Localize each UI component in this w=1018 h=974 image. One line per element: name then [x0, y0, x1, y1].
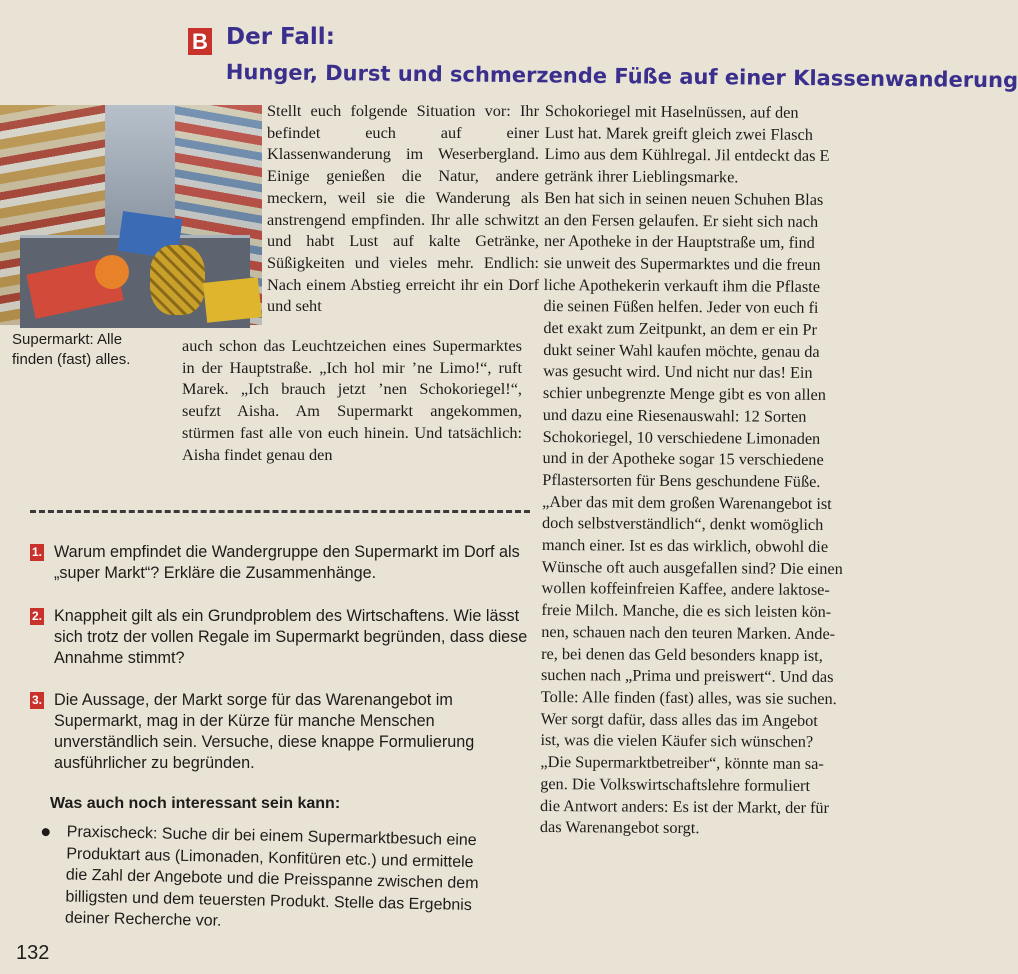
- story-line: suchen nach „Prima und preiswert“. Und das: [540, 665, 834, 687]
- story-line: det exakt zum Zeitpunkt, an dem er ein Pr: [543, 318, 818, 339]
- story-line: doch selbstverständlich“, denkt womöglich: [541, 513, 824, 535]
- story-text-column-b: auch schon das Leuchtzeichen eines Supermarktes in der Hauptstraße. „Ich hol mir ’ne Limo!“, ruft Marek. „Ich brauch jetzt ’nen Schokoriegel!“, seufzt Aisha. Am Supermarkt angekommen, stürmen fast alle von euch hinein. Und tatsächlich: Aisha findet genau den: [182, 336, 522, 464]
- photo-caption-line: finden (fast) alles.: [12, 351, 131, 368]
- story-line: „Aber das mit dem großen Warenangebot ist: [542, 491, 832, 513]
- story-line: Limo aus dem Kühlregal. Jil entdeckt das E: [544, 144, 830, 166]
- photo-pineapple: [150, 245, 205, 315]
- task-number: 2.: [31, 609, 42, 623]
- story-line: und in der Apotheke sogar 15 verschiedene: [542, 448, 824, 470]
- story-line: was gesucht wird. Und nicht nur das! Ein: [543, 361, 813, 383]
- story-line: Wer sorgt dafür, dass alles das im Angebot: [540, 708, 818, 730]
- story-line: Tolle: Alle finden (fast) alles, was sie suchen.: [540, 686, 837, 709]
- extra-heading: Was auch noch interessant sein kann:: [50, 795, 341, 812]
- photo-caption-line: Supermarkt: Alle: [12, 331, 123, 348]
- story-line: schier unbegrenzte Menge gibt es von allen: [542, 383, 827, 405]
- extra-item-text: Praxischeck: Suche dir bei einem Supermarktbesuch eine Produktart aus (Limonaden, Konfitüren etc.) und ermittele die Zahl der Angebote und die Preisspanne zwischen dem billigsten und dem teuersten Produkt. Stelle das Ergebnis deiner Recherche vor.: [64, 823, 479, 930]
- story-line: getränk ihrer Lieblingsmarke.: [544, 166, 739, 187]
- story-line: Wünsche oft auch ausgefallen sind? Die einen: [541, 556, 843, 578]
- story-line: freie Milch. Manche, die es sich leisten kön-: [541, 600, 832, 622]
- page-number: 132: [16, 942, 50, 964]
- bullet-icon: [42, 828, 50, 836]
- task-1: [30, 542, 530, 584]
- story-line: „Die Supermarktbetreiber“, könnte man sa-: [540, 752, 824, 774]
- story-line: manch einer. Ist es das wirklich, obwohl die: [541, 535, 829, 557]
- extra-list-item: [40, 821, 482, 938]
- story-text-column-a: Stellt euch folgende Situation vor: Ihr befindet euch auf einer Klassenwanderung im Weserbergland. Einige genießen die Natur, andere meckern, weil sie die Wanderung als anstrengend empfinden. Ihr alle schwitzt und habt Lust auf kalte Getränke, Süßigkeiten und vieles mehr. Endlich: Nach einem Abstieg erreicht ihr ein Dorf und seht: [267, 101, 539, 316]
- story-line: Ben hat sich in seinen neuen Schuhen Blas: [544, 187, 824, 209]
- task-text: Knappheit gilt als ein Grundproblem des Wirtschaftens. Wie lässt sich trotz der vollen Regale im Supermarkt begründen, dass diese Annahme stimmt?: [54, 607, 528, 667]
- story-line: das Warenangebot sorgt.: [539, 817, 700, 838]
- task-text: Die Aussage, der Markt sorge für das Warenangebot im Supermarkt, mag in der Kürze für manche Menschen unverständlich sein. Versuche, diese knappe Formulierung ausführlicher zu begründen.: [54, 691, 475, 772]
- task-3: [30, 690, 530, 774]
- section-label: Der Fall:: [226, 24, 335, 50]
- task-text: Warum empfindet die Wandergruppe den Supermarkt im Dorf als „super Markt“? Erkläre die Zusammenhänge.: [54, 543, 520, 582]
- section-badge: B: [188, 28, 212, 55]
- supermarket-photo: [0, 105, 262, 325]
- task-number: 1.: [31, 545, 42, 559]
- story-line: nen, schauen nach den teuren Marken. Ande-: [541, 621, 836, 643]
- story-line: Pflastersorten für Bens geschundene Füße.: [542, 469, 821, 491]
- story-line: liche Apothekerin verkauft ihm die Pflaste: [543, 274, 821, 296]
- story-line: sie unweit des Supermarktes und die freun: [543, 252, 821, 274]
- story-line: gen. Die Volkswirtschaftslehre formuliert: [540, 773, 811, 795]
- story-line: re, bei denen das Geld besonders knapp ist,: [541, 643, 823, 665]
- story-line: ner Apotheke in der Hauptstraße um, find: [543, 231, 815, 253]
- story-line: dukt seiner Wahl kaufen möchte, genau da: [543, 339, 820, 361]
- story-line: wollen koffeinfreien Kaffee, andere laktose-: [541, 578, 830, 600]
- story-line: Schokoriegel mit Haselnüssen, auf den: [544, 100, 799, 122]
- story-line: ist, was die vielen Käufer sich wünschen?: [540, 730, 814, 752]
- story-line: Schokoriegel, 10 verschiedene Limonaden: [542, 426, 821, 448]
- photo-product-box: [203, 277, 262, 323]
- story-line: Lust hat. Marek greift gleich zwei Flasch: [544, 122, 813, 144]
- story-line: die Antwort anders: Es ist der Markt, der für: [540, 795, 830, 817]
- story-line: und dazu eine Riesenauswahl: 12 Sorten: [542, 404, 807, 426]
- section-divider: [30, 510, 530, 513]
- photo-fruit: [95, 255, 129, 289]
- task-number: 3.: [31, 693, 42, 707]
- task-2: [30, 606, 530, 669]
- story-line: die seinen Füßen helfen. Jeder von euch fi: [543, 296, 819, 318]
- page-title: Hunger, Durst und schmerzende Füße auf einer Klassenwanderung: [225, 60, 1018, 93]
- story-line: an den Fersen gelaufen. Er sieht sich nach: [544, 209, 819, 231]
- story-text-column-c: [540, 100, 875, 840]
